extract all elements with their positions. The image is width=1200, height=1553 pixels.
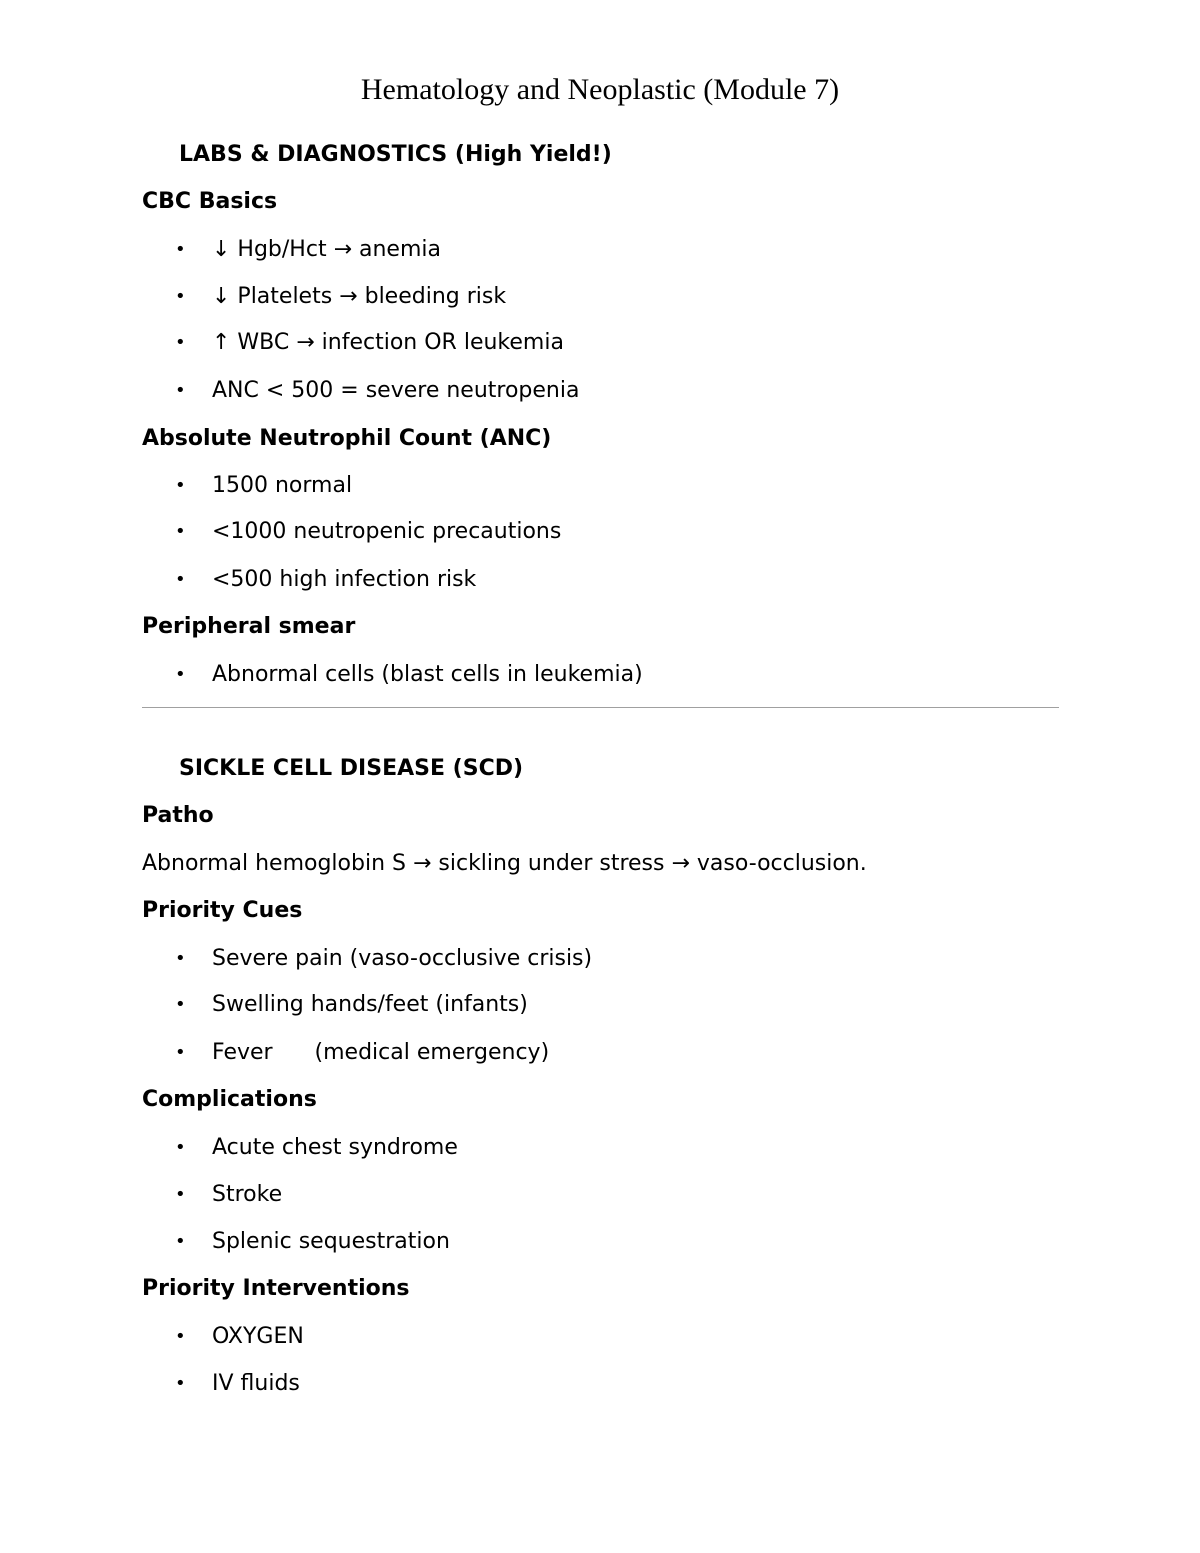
heading-patho: Patho bbox=[142, 803, 214, 828]
list-item bbox=[0, 1181, 1100, 1209]
section-title-labs: LABS & DIAGNOSTICS (High Yield!) bbox=[179, 142, 612, 167]
list-item bbox=[0, 329, 1100, 357]
page-title: Hematology and Neoplastic (Module 7) bbox=[360, 73, 840, 106]
list-item-text: Acute chest syndrome bbox=[212, 1135, 458, 1160]
list-item-text: Swelling hands/feet (infants) bbox=[212, 992, 528, 1017]
bullet-icon: • bbox=[175, 380, 186, 401]
list-item bbox=[0, 472, 1100, 500]
list-item-text: ANC < 500 = severe neutropenia bbox=[212, 378, 580, 403]
list-item bbox=[0, 1039, 1100, 1067]
list-item bbox=[0, 236, 1100, 264]
bullet-icon: • bbox=[175, 1184, 186, 1205]
bullet-icon: • bbox=[175, 1326, 186, 1347]
list-item-text: Splenic sequestration bbox=[212, 1229, 450, 1254]
list-item bbox=[0, 1228, 1100, 1256]
bullet-icon: • bbox=[175, 239, 186, 260]
list-item-text: 1500 normal bbox=[212, 473, 353, 498]
list-item-text: IV fluids bbox=[212, 1371, 300, 1396]
list-item bbox=[0, 566, 1100, 594]
heading-cbc-basics: CBC Basics bbox=[142, 189, 278, 214]
list-item-text: <500 high infection risk bbox=[212, 567, 477, 592]
list-item bbox=[0, 661, 1100, 689]
list-item-text: ↓ Platelets → bleeding risk bbox=[212, 284, 507, 309]
bullet-icon: • bbox=[175, 1137, 186, 1158]
horizontal-divider bbox=[142, 707, 1059, 708]
bullet-icon: • bbox=[175, 286, 186, 307]
section-title-scd: SICKLE CELL DISEASE (SCD) bbox=[179, 756, 524, 781]
list-item bbox=[0, 377, 1100, 405]
heading-anc: Absolute Neutrophil Count (ANC) bbox=[142, 426, 552, 451]
list-item-text: ↑ WBC → infection OR leukemia bbox=[212, 330, 564, 355]
heading-peripheral-smear: Peripheral smear bbox=[142, 614, 356, 639]
list-item bbox=[0, 1134, 1100, 1162]
list-item-text: Fever (medical emergency) bbox=[212, 1040, 550, 1065]
list-item-text: ↓ Hgb/Hct → anemia bbox=[212, 237, 441, 262]
heading-priority-interventions: Priority Interventions bbox=[142, 1276, 410, 1301]
list-item bbox=[0, 283, 1100, 311]
bullet-icon: • bbox=[175, 948, 186, 969]
heading-priority-cues: Priority Cues bbox=[142, 898, 303, 923]
bullet-icon: • bbox=[175, 569, 186, 590]
list-item bbox=[0, 1323, 1100, 1351]
bullet-icon: • bbox=[175, 1231, 186, 1252]
heading-complications: Complications bbox=[142, 1087, 317, 1112]
list-item-text: <1000 neutropenic precautions bbox=[212, 519, 562, 544]
list-item bbox=[0, 945, 1100, 973]
list-item-text: Abnormal cells (blast cells in leukemia) bbox=[212, 662, 643, 687]
list-item bbox=[0, 1370, 1100, 1398]
bullet-icon: • bbox=[175, 1373, 186, 1394]
list-item-text: OXYGEN bbox=[212, 1324, 304, 1349]
bullet-icon: • bbox=[175, 332, 186, 353]
list-item bbox=[0, 991, 1100, 1019]
bullet-icon: • bbox=[175, 475, 186, 496]
bullet-icon: • bbox=[175, 1042, 186, 1063]
list-item-text: Severe pain (vaso-occlusive crisis) bbox=[212, 946, 593, 971]
list-item bbox=[0, 518, 1100, 546]
bullet-icon: • bbox=[175, 521, 186, 542]
bullet-icon: • bbox=[175, 664, 186, 685]
list-item-text: Stroke bbox=[212, 1182, 283, 1207]
patho-text: Abnormal hemoglobin S → sickling under stress → vaso-occlusion. bbox=[142, 851, 867, 876]
bullet-icon: • bbox=[175, 994, 186, 1015]
